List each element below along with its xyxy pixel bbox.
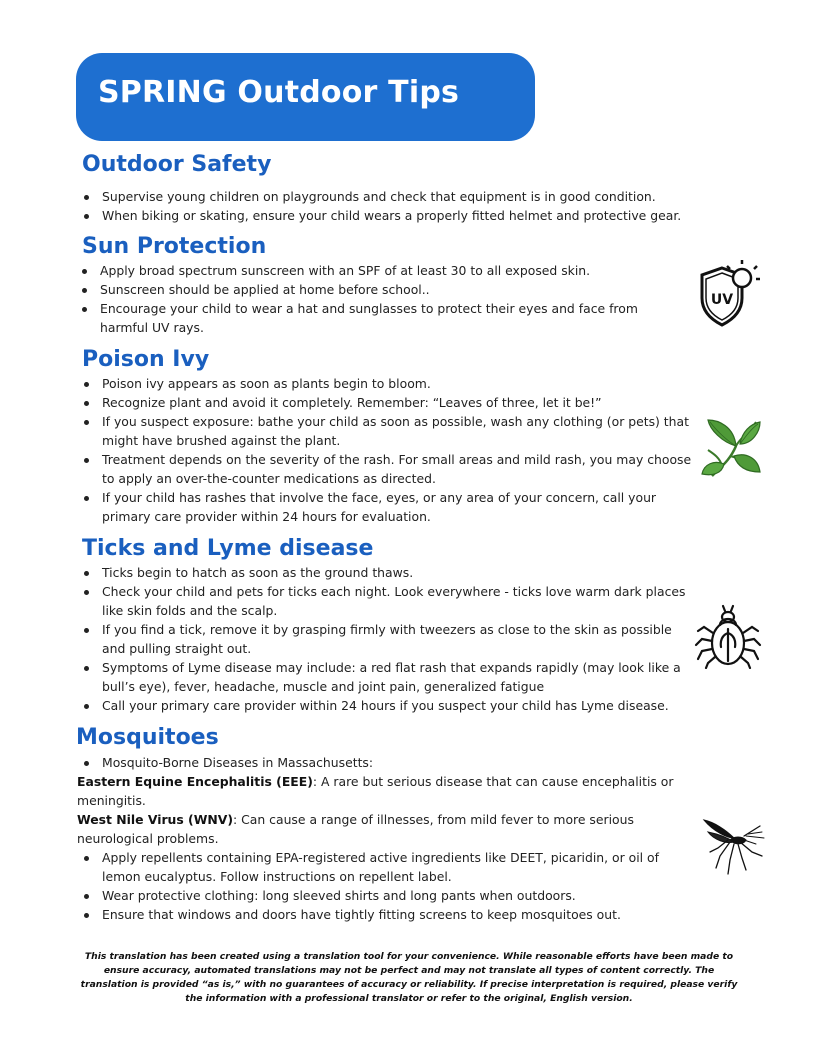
eee-paragraph <box>77 772 697 810</box>
outdoor-safety-list <box>80 187 700 225</box>
list-item: Mosquito-Borne Diseases in Massachusetts: <box>80 753 700 772</box>
wnv-paragraph <box>77 810 697 848</box>
list-item: Ticks begin to hatch as soon as the ground thaws. <box>80 563 694 582</box>
list-item: When biking or skating, ensure your child wears a properly fitted helmet and protective gear. <box>80 206 700 225</box>
page-title: SPRING Outdoor Tips <box>98 75 460 110</box>
translation-disclaimer: This translation has been created using a translation tool for your convenience. While reasonable efforts have been made to ensure accuracy, automated translations may not be perfect and may not translate all types of content correctly. The translation is provided “as is,” with no guarantees of accuracy or reliability. If precise interpretation is required, please verify the information with a professional translator or refer to the original, English version. <box>80 951 738 1004</box>
list-item: Poison ivy appears as soon as plants begin to bloom. <box>80 374 694 393</box>
list-item: Call your primary care provider within 24 hours if you suspect your child has Lyme disease. <box>80 696 694 715</box>
list-item: Symptoms of Lyme disease may include: a red flat rash that expands rapidly (may look like a bull’s eye), fever, headache, muscle and joint pain, generalized fatigue <box>80 658 694 696</box>
mosquitoes-list <box>80 848 694 924</box>
ticks-heading: Ticks and Lyme disease <box>82 536 374 561</box>
list-item: Encourage your child to wear a hat and sunglasses to protect their eyes and face from harmful UV rays. <box>78 299 668 337</box>
list-item: Supervise young children on playgrounds and check that equipment is in good condition. <box>80 187 700 206</box>
outdoor-safety-heading: Outdoor Safety <box>82 152 272 177</box>
poison-ivy-heading: Poison Ivy <box>82 347 210 372</box>
mosquitoes-intro-list <box>80 753 700 772</box>
mosquito-icon <box>700 812 768 878</box>
ticks-list <box>80 563 694 715</box>
list-item: If you find a tick, remove it by grasping firmly with tweezers as close to the skin as possible and pulling straight out. <box>80 620 694 658</box>
eee-term: Eastern Equine Encephalitis (EEE) <box>77 774 313 789</box>
svg-text:UV: UV <box>710 292 734 308</box>
list-item: Wear protective clothing: long sleeved shirts and long pants when outdoors. <box>80 886 694 905</box>
list-item: Treatment depends on the severity of the rash. For small areas and mild rash, you may choose to apply an over-the-counter medications as directed. <box>80 450 694 488</box>
poison-ivy-leaf-icon <box>700 416 762 482</box>
title-banner <box>76 53 535 141</box>
list-item: Sunscreen should be applied at home before school.. <box>78 280 668 299</box>
poison-ivy-list <box>80 374 694 526</box>
list-item: Recognize plant and avoid it completely. Remember: “Leaves of three, let it be!” <box>80 393 694 412</box>
list-item: If you suspect exposure: bathe your child as soon as possible, wash any clothing (or pets) that might have brushed against the plant. <box>80 412 694 450</box>
mosquitoes-heading: Mosquitoes <box>76 725 219 750</box>
list-item: Apply repellents containing EPA-registered active ingredients like DEET, picaridin, or oil of lemon eucalyptus. Follow instructions on repellent label. <box>80 848 694 886</box>
sun-protection-list <box>78 261 668 337</box>
list-item: Ensure that windows and doors have tightly fitting screens to keep mosquitoes out. <box>80 905 694 924</box>
tick-icon <box>694 603 762 669</box>
list-item: Apply broad spectrum sunscreen with an SPF of at least 30 to all exposed skin. <box>78 261 668 280</box>
list-item: If your child has rashes that involve the face, eyes, or any area of your concern, call your primary care provider within 24 hours for evaluation. <box>80 488 694 526</box>
sun-protection-heading: Sun Protection <box>82 234 267 259</box>
wnv-description: : Can cause a range of illnesses, from mild fever to more serious neurological problems. <box>77 812 634 846</box>
list-item: Check your child and pets for ticks each night. Look everywhere - ticks love warm dark places like skin folds and the scalp. <box>80 582 694 620</box>
uv-shield-icon <box>696 258 762 328</box>
wnv-term: West Nile Virus (WNV) <box>77 812 234 827</box>
eee-description: : A rare but serious disease that can cause encephalitis or meningitis. <box>77 774 674 808</box>
